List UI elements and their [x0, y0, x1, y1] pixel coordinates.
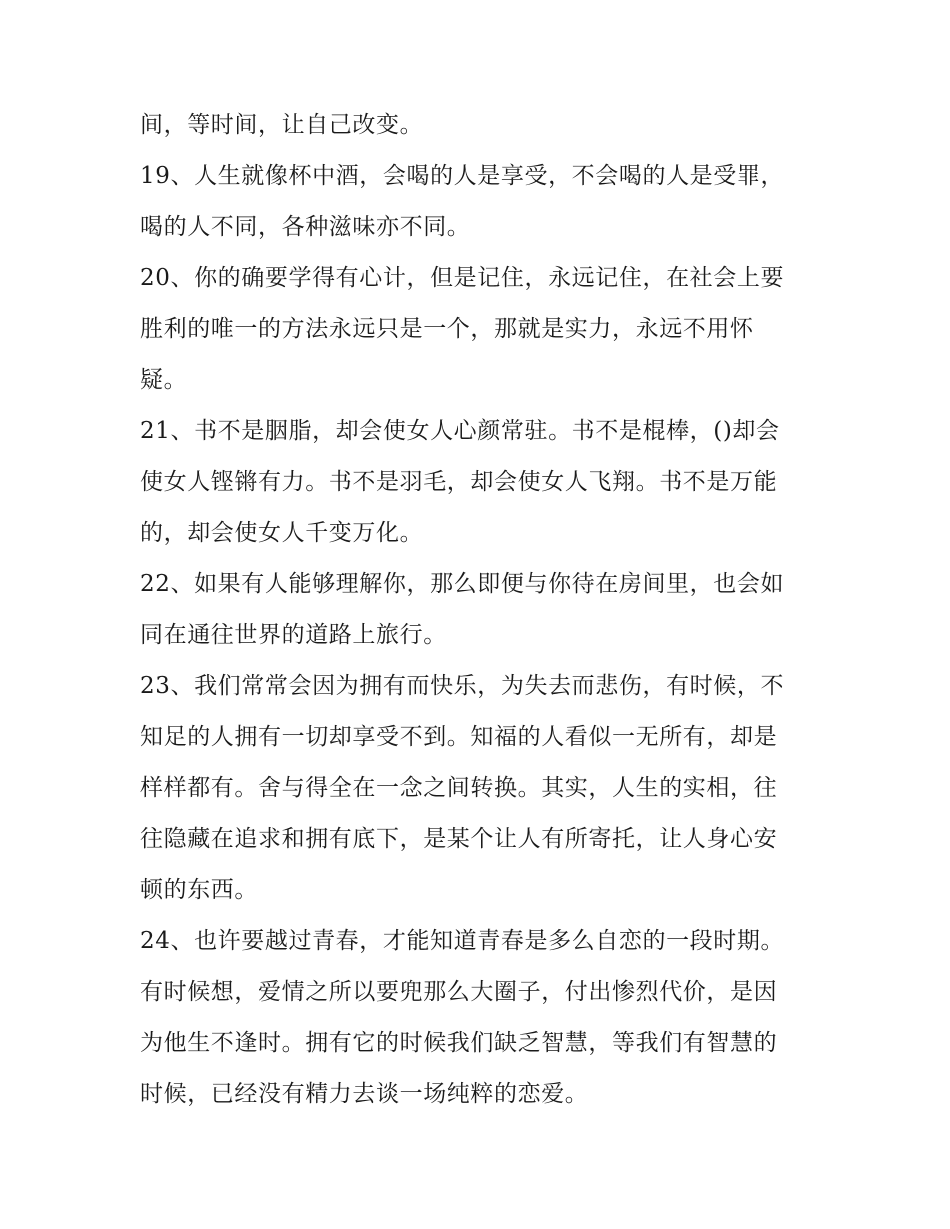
text-line: 间，等时间，让自己改变。 [140, 112, 424, 138]
text-line: 20、你的确要学得有心计，但是记住，永远记住，在社会上要 [140, 265, 785, 291]
text-line: 23、我们常常会因为拥有而快乐，为失去而悲伤，有时候，不 [140, 673, 785, 699]
text-line: 21、书不是胭脂，却会使女人心颜常驻。书不是棍棒，()却会 [140, 418, 780, 444]
text-line: 喝的人不同，各种滋味亦不同。 [140, 214, 471, 240]
text-line: 为他生不逢时。拥有它的时候我们缺乏智慧，等我们有智慧的 [140, 1030, 778, 1056]
text-line: 样样都有。舍与得全在一念之间转换。其实，人生的实相，往 [140, 775, 778, 801]
text-line: 使女人铿锵有力。书不是羽毛，却会使女人飞翔。书不是万能 [140, 469, 778, 495]
text-line: 19、人生就像杯中酒，会喝的人是享受，不会喝的人是受罪， [140, 163, 785, 189]
text-line: 疑。 [140, 367, 188, 393]
text-line: 知足的人拥有一切却享受不到。知福的人看似一无所有，却是 [140, 724, 778, 750]
text-line: 往隐藏在追求和拥有底下，是某个让人有所寄托，让人身心安 [140, 826, 778, 852]
text-line: 胜利的唯一的方法永远只是一个，那就是实力，永远不用怀 [140, 316, 754, 342]
document-body [140, 100, 812, 1120]
text-line: 的，却会使女人千变万化。 [140, 520, 424, 546]
text-line: 时候，已经没有精力去谈一场纯粹的恋爱。 [140, 1081, 589, 1107]
text-line: 顿的东西。 [140, 877, 258, 903]
text-line: 同在通往世界的道路上旅行。 [140, 622, 447, 648]
text-line: 24、也许要越过青春，才能知道青春是多么自恋的一段时期。 [140, 928, 785, 954]
text-line: 22、如果有人能够理解你，那么即便与你待在房间里，也会如 [140, 571, 785, 597]
text-line: 有时候想，爱情之所以要兜那么大圈子，付出惨烈代价，是因 [140, 979, 778, 1005]
